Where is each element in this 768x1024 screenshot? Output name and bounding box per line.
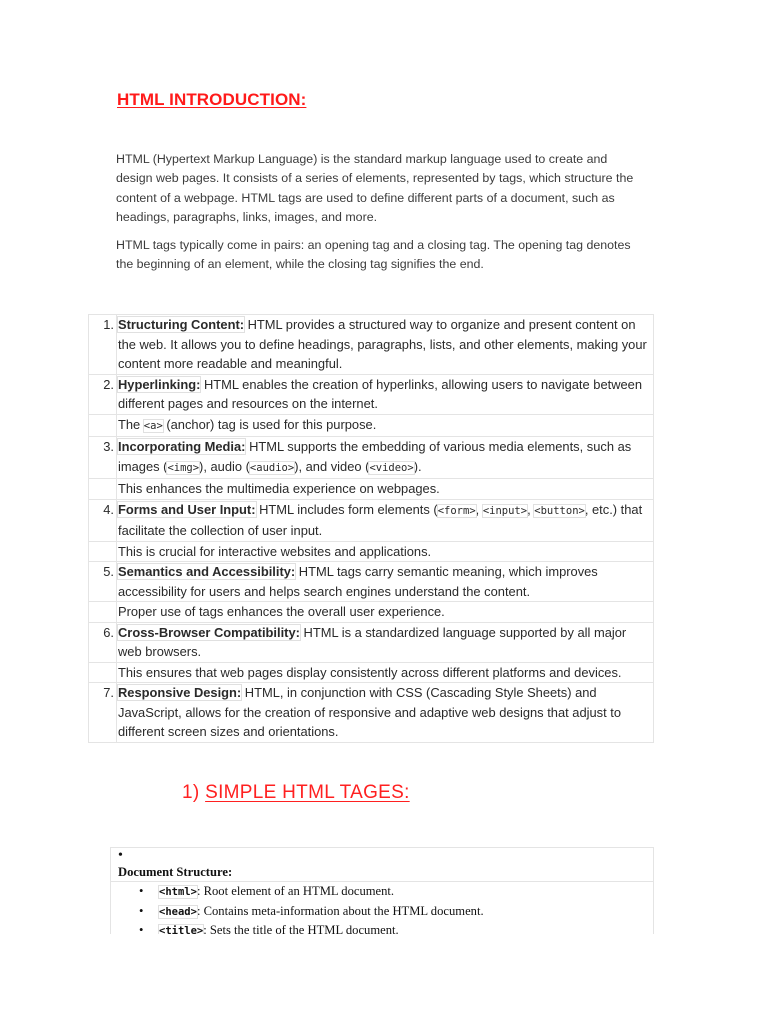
feature-text: HTML provides a structured way to organize and present content on the web. It allows you to define headings, paragraphs, lists, and other elements, making your content more readable and meaningful. [118, 317, 647, 371]
page-title: HTML INTRODUCTION: [117, 90, 307, 109]
intro-paragraph-1: HTML (Hypertext Markup Language) is the standard markup language used to create and design web pages. It consists of a series of elements, represented by tags, which structure the content of a webpage. HTML tags are used to define different parts of a document, such as headings, paragraphs, links, images, and more. [116, 152, 634, 225]
note-text: This enhances the multimedia experience on webpages. [116, 479, 653, 499]
tag-list [139, 882, 484, 934]
feature-note [89, 478, 653, 499]
note-text: This ensures that web pages display consistently across different platforms and devices. [116, 663, 653, 683]
list-item [139, 902, 484, 922]
feature-number: 1. [103, 317, 114, 332]
feature-text: HTML is a standardized language supported by all major web browsers. [118, 624, 627, 659]
feature-number: 6. [103, 624, 114, 640]
inline-code: <title> [159, 925, 203, 934]
feature-body [116, 683, 653, 742]
feature-heading: Responsive Design: [118, 685, 242, 700]
feature-heading: Incorporating Media: [118, 439, 246, 454]
feature-body [116, 562, 653, 601]
note-text: This is crucial for interactive websites and applications. [116, 542, 653, 562]
feature-number: 5. [103, 564, 114, 579]
feature-note [89, 414, 653, 437]
inline-code: <head> [159, 905, 197, 918]
inline-code: <html> [159, 886, 197, 898]
feature-item [89, 622, 653, 662]
item-text: : Root element of an HTML document. [196, 884, 395, 898]
feature-number: 7. [103, 685, 114, 700]
list-item [139, 921, 484, 934]
list-item [139, 882, 484, 902]
feature-body: Forms and User Input: HTML includes form elements (<form>, <input>, <button>, etc.) that facilitate the collection of user input. [116, 500, 653, 541]
bullet-icon: • [139, 923, 144, 934]
feature-item [89, 682, 653, 742]
section-heading: SIMPLE HTML TAGES: [205, 782, 410, 803]
feature-item [89, 374, 653, 414]
bullet-icon: • [139, 903, 144, 918]
section-title [182, 782, 410, 804]
features-list [88, 314, 654, 743]
feature-item [89, 436, 653, 478]
feature-number: 4. [103, 501, 114, 517]
feature-body [116, 623, 653, 662]
note-text: The [118, 416, 144, 432]
feature-item [89, 561, 653, 601]
feature-body: Incorporating Media: HTML supports the embedding of various media elements, such as images (<img>), audio (<audio>), and video (<video>). [116, 437, 653, 478]
feature-text: HTML tags carry semantic meaning, which improves accessibility for users and helps search engines understand the content. [118, 564, 598, 599]
intro-paragraph-2: HTML tags typically come in pairs: an opening tag and a closing tag. The opening tag denotes the beginning of an element, while the closing tag signifies the end. [116, 238, 631, 272]
inline-code: <form> [437, 504, 476, 517]
feature-item [89, 499, 653, 541]
feature-heading: Hyperlinking: [118, 376, 201, 392]
item-text: : Sets the title of the HTML document. [203, 923, 399, 934]
feature-heading: Cross-Browser Compatibility: [118, 624, 300, 640]
feature-body [116, 375, 653, 414]
item-text: : Contains meta-information about the HTML document. [196, 903, 484, 918]
inline-code: <img> [167, 461, 200, 474]
inline-code: <a> [143, 419, 163, 432]
feature-heading: Semantics and Accessibility: [118, 564, 296, 579]
inline-code: <input> [482, 504, 528, 517]
note-text: Proper use of tags enhances the overall user experience. [116, 602, 653, 622]
document-structure-heading: Document Structure: [118, 865, 233, 879]
feature-text: HTML enables the creation of hyperlinks, allowing users to navigate between different pages and resources on the internet. [118, 376, 643, 411]
bullet-icon: • [139, 884, 144, 898]
feature-note [89, 662, 653, 683]
feature-note [89, 601, 653, 622]
bullet-icon: • [118, 848, 123, 863]
feature-heading: Forms and User Input: [118, 501, 256, 517]
feature-number: 3. [103, 439, 114, 454]
inline-code: <audio> [249, 461, 295, 474]
feature-heading: Structuring Content: [118, 317, 245, 332]
feature-text: HTML, in conjunction with CSS (Cascading Style Sheets) and JavaScript, allows for the creation of responsive and adaptive web designs that adjust to different screen sizes and orientations. [118, 685, 622, 739]
section-number: 1) [182, 782, 200, 803]
feature-item [89, 315, 653, 374]
note-text: (anchor) tag is used for this purpose. [162, 416, 377, 432]
feature-body [116, 315, 653, 374]
feature-number: 2. [103, 376, 114, 392]
feature-note [89, 541, 653, 562]
inline-code: <button> [534, 504, 585, 517]
inline-code: <video> [369, 461, 414, 474]
document-structure-box [110, 847, 654, 934]
